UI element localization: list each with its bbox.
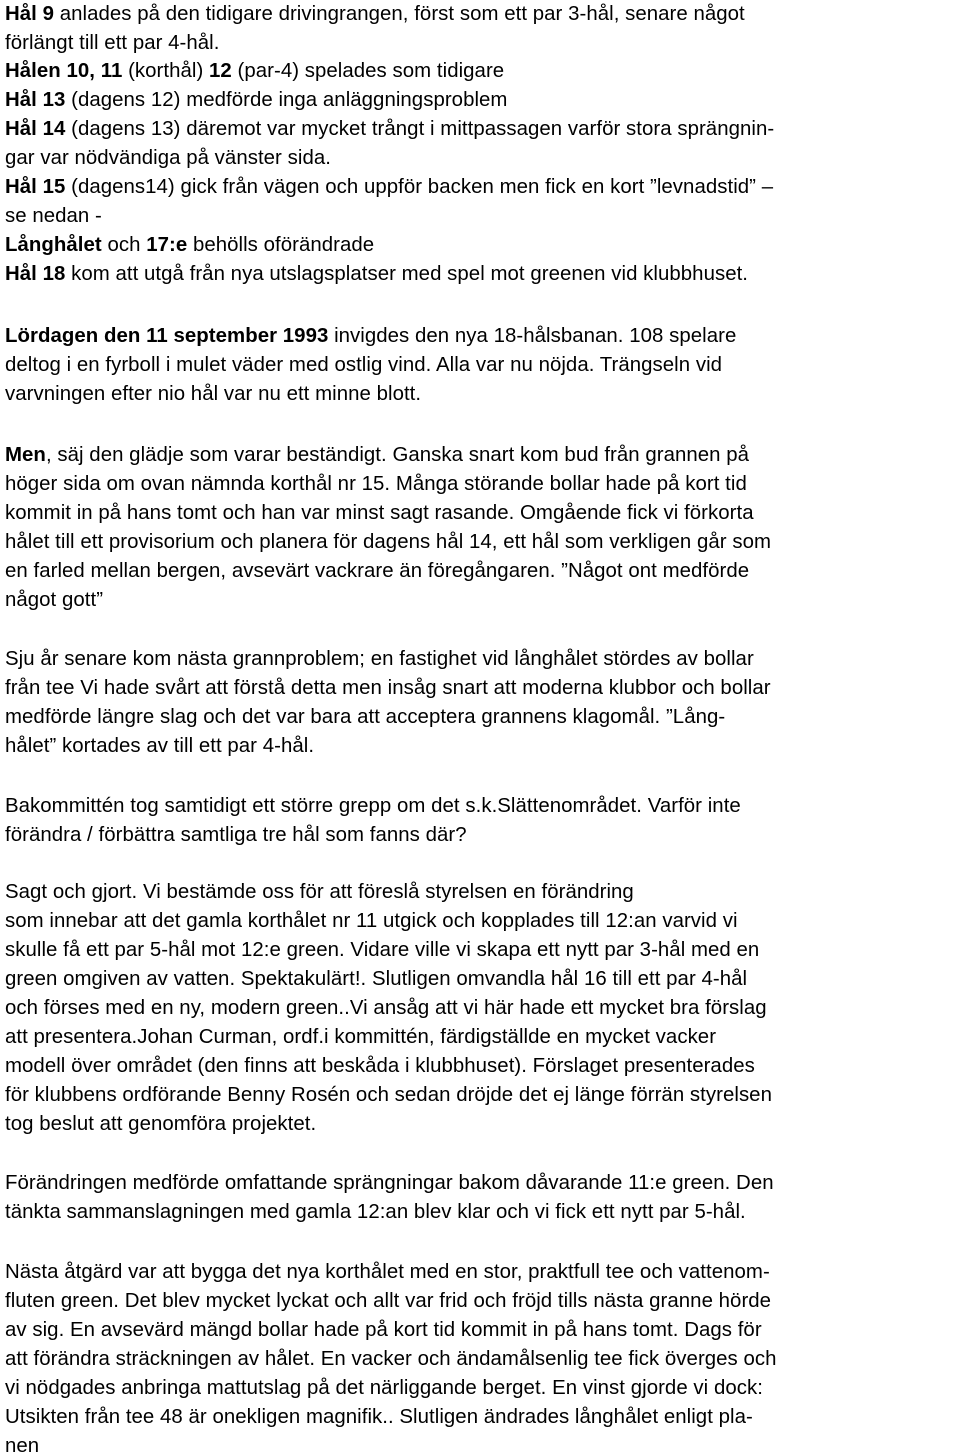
text-line: [5, 202, 102, 231]
text-span: skulle få ett par 5-hål mot 12:e green. Vidare ville vi skapa ett nytt par 3-hål med en: [5, 939, 760, 961]
bold-text: Men: [5, 444, 46, 466]
text-line: [5, 1345, 777, 1374]
text-span: höger sida om ovan nämnda korthål nr 15. Många störande bollar hade på kort tid: [5, 473, 747, 495]
bold-text: Hål 15: [5, 176, 66, 198]
text-span: hålet till ett provisorium och planera för dagens hål 14, ett hål som verkligen går som: [5, 531, 771, 553]
text-span: (dagens 12) medförde inga anläggningsproblem: [65, 89, 508, 111]
text-line: [5, 322, 736, 351]
text-line: [5, 1258, 770, 1287]
text-span: (dagens14) gick från vägen och uppför backen men fick en kort ”levnadstid” –: [65, 176, 774, 198]
text-line: [5, 0, 745, 29]
text-line: [5, 1432, 39, 1456]
text-line: [5, 821, 467, 850]
text-line: [5, 231, 374, 260]
text-line: [5, 878, 634, 907]
text-span: green omgiven av vatten. Spektakulärt!. Slutligen omvandla hål 16 till ett par 4-hål: [5, 968, 748, 990]
text-span: av sig. En avsevärd mängd bollar hade på kort tid kommit in på hans tomt. Dags för: [5, 1319, 762, 1341]
text-line: [5, 144, 331, 173]
text-line: [5, 965, 747, 994]
text-line: [5, 115, 774, 144]
text-span: tog beslut att genomföra projektet.: [5, 1113, 317, 1135]
text-span: och förses med en ny, modern green..Vi ansåg att vi här hade ett mycket bra förslag: [5, 997, 767, 1019]
text-line: [5, 907, 738, 936]
text-span: förändra / förbättra samtliga tre hål som fanns där?: [5, 824, 467, 846]
text-span: från tee Vi hade svårt att förstå detta men insåg snart att moderna klubbor och bollar: [5, 677, 771, 699]
text-line: [5, 1052, 755, 1081]
text-span: att förändra sträckningen av hålet. En vacker och ändamålsenlig tee fick överges och: [5, 1348, 777, 1370]
text-line: [5, 645, 754, 674]
text-line: [5, 936, 759, 965]
text-span: Sagt och gjort. Vi bestämde oss för att föreslå styrelsen en förändring: [5, 881, 634, 903]
text-line: [5, 441, 749, 470]
text-span: nen: [5, 1435, 40, 1456]
text-span: (korthål): [122, 60, 210, 82]
text-line: [5, 380, 421, 409]
bold-text: 12: [209, 60, 232, 82]
text-span: kom att utgå från nya utslagsplatser med spel mot greenen vid klubbhuset.: [65, 263, 749, 285]
text-span: kommit in på hans tomt och han var minst sagt rasande. Omgående fick vi förkorta: [5, 502, 754, 524]
text-line: [5, 1081, 772, 1110]
text-span: något gott”: [5, 589, 104, 611]
text-line: [5, 586, 103, 615]
text-span: fluten green. Det blev mycket lyckat och allt var frid och fröjd tills nästa granne hörde: [5, 1290, 772, 1312]
bold-text: Hålen 10, 11: [5, 60, 123, 82]
text-span: deltog i en fyrboll i mulet väder med ostlig vind. Alla var nu nöjda. Trängseln vid: [5, 354, 723, 376]
text-line: [5, 703, 725, 732]
text-line: [5, 792, 741, 821]
text-span: , säj den glädje som varar beständigt. Ganska snart kom bud från grannen på: [45, 444, 750, 466]
bold-text: Hål 13: [5, 89, 66, 111]
text-span: och: [101, 234, 147, 256]
bold-text: Lördagen den 11 september 1993: [5, 325, 329, 347]
text-line: [5, 1316, 762, 1345]
text-line: [5, 1198, 746, 1227]
text-line: [5, 260, 748, 289]
text-line: [5, 86, 507, 115]
text-span: som innebar att det gamla korthålet nr 11 utgick och kopplades till 12:an varvid vi: [5, 910, 738, 932]
text-line: [5, 351, 722, 380]
text-span: Nästa åtgärd var att bygga det nya korthålet med en stor, praktfull tee och vattenom-: [5, 1261, 770, 1283]
text-span: vi nödgades anbringa mattutslag på det närliggande berget. En vinst gjorde vi dock:: [5, 1377, 763, 1399]
bold-text: Långhålet: [5, 234, 102, 256]
text-line: [5, 674, 771, 703]
text-span: (par-4) spelades som tidigare: [231, 60, 505, 82]
text-line: [5, 173, 773, 202]
text-span: medförde längre slag och det var bara att acceptera grannens klagomål. ”Lång-: [5, 706, 726, 728]
bold-text: Hål 18: [5, 263, 66, 285]
text-line: [5, 29, 219, 58]
text-line: [5, 1169, 774, 1198]
text-line: [5, 57, 504, 86]
text-span: förlängt till ett par 4-hål.: [5, 32, 220, 54]
text-line: [5, 470, 747, 499]
text-line: [5, 1287, 771, 1316]
text-line: [5, 557, 749, 586]
bold-text: 17:e: [146, 234, 188, 256]
bold-text: Hål 14: [5, 118, 66, 140]
text-line: [5, 1110, 316, 1139]
text-span: invigdes den nya 18-hålsbanan. 108 spelare: [328, 325, 737, 347]
text-span: Utsikten från tee 48 är onekligen magnifik.. Slutligen ändrades långhålet enligt pla-: [5, 1406, 753, 1428]
text-line: [5, 994, 767, 1023]
text-span: varvningen efter nio hål var nu ett minne blott.: [5, 383, 422, 405]
text-span: Förändringen medförde omfattande sprängningar bakom dåvarande 11:e green. Den: [5, 1172, 774, 1194]
bold-text: Hål 9: [5, 3, 54, 25]
text-line: [5, 732, 314, 761]
text-span: se nedan -: [5, 205, 102, 227]
text-span: anlades på den tidigare drivingrangen, först som ett par 3-hål, senare något: [54, 3, 745, 25]
text-span: Bakommittén tog samtidigt ett större grepp om det s.k.Slättenområdet. Varför inte: [5, 795, 741, 817]
text-span: gar var nödvändiga på vänster sida.: [5, 147, 331, 169]
text-span: tänkta sammanslagningen med gamla 12:an blev klar och vi fick ett nytt par 5-hål.: [5, 1201, 746, 1223]
text-line: [5, 499, 754, 528]
text-line: [5, 1403, 753, 1432]
text-span: behölls oförändrade: [187, 234, 375, 256]
text-line: [5, 528, 771, 557]
text-span: en farled mellan bergen, avsevärt vackrare än föregångaren. ”Något ont medförde: [5, 560, 750, 582]
text-span: hålet” kortades av till ett par 4-hål.: [5, 735, 315, 757]
text-span: (dagens 13) däremot var mycket trångt i mittpassagen varför stora sprängnin-: [65, 118, 775, 140]
text-span: Sju år senare kom nästa grannproblem; en fastighet vid långhålet stördes av bollar: [5, 648, 754, 670]
text-span: modell över området (den finns att beskåda i klubbhuset). Förslaget presenterades: [5, 1055, 755, 1077]
text-line: [5, 1374, 763, 1403]
text-span: att presentera.Johan Curman, ordf.i kommittén, färdigställde en mycket vacker: [5, 1026, 717, 1048]
text-line: [5, 1023, 716, 1052]
text-span: för klubbens ordförande Benny Rosén och sedan dröjde det ej länge förrän styrelsen: [5, 1084, 772, 1106]
